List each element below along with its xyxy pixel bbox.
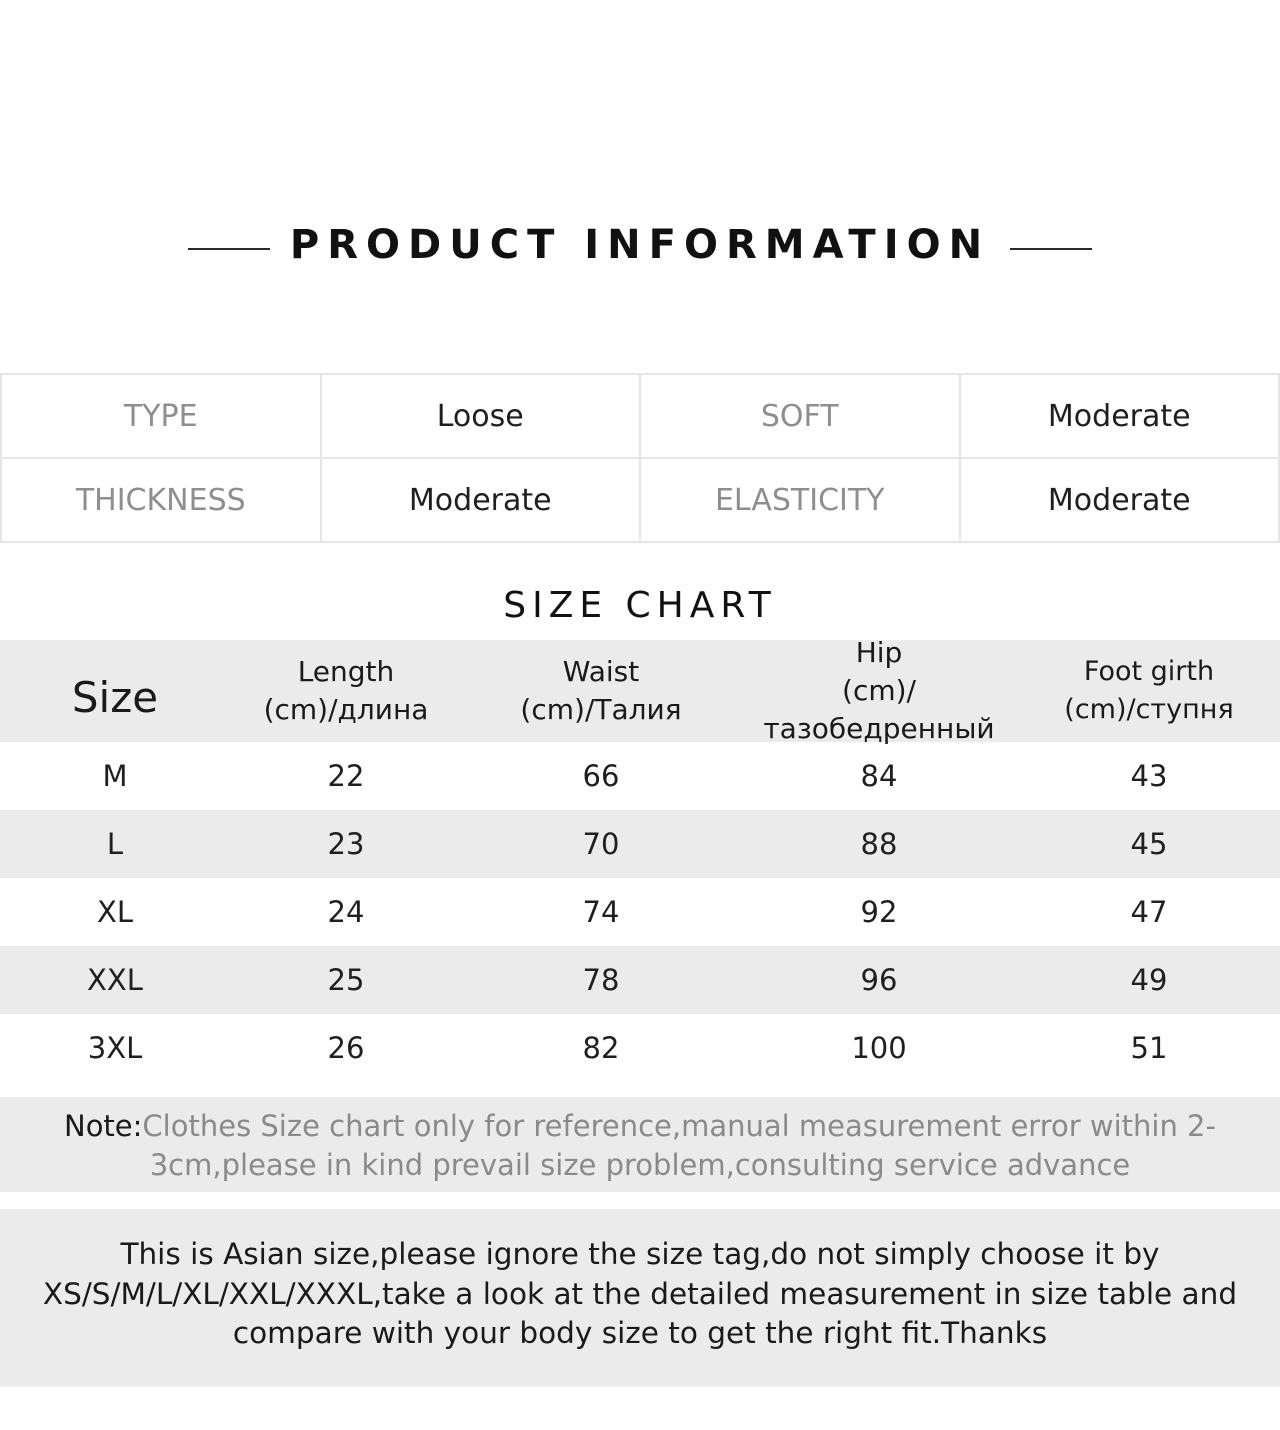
cell-size: L	[106, 827, 124, 861]
cell-waist: 74	[582, 895, 620, 929]
page-title: PRODUCT INFORMATION	[289, 222, 991, 268]
size-chart-title: SIZE CHART	[503, 585, 777, 626]
cell-length: 22	[327, 759, 365, 793]
header-length	[230, 653, 462, 729]
info-label-soft: SOFT	[640, 374, 960, 458]
size-chart-header-row	[0, 636, 1280, 745]
cell-waist: 82	[582, 1031, 620, 1065]
header-hip	[740, 634, 1018, 748]
cell-hip: 92	[860, 895, 898, 929]
header-waist	[462, 653, 740, 729]
info-label-elasticity: ELASTICITY	[640, 458, 960, 542]
table-row	[0, 1014, 1280, 1082]
cell-waist: 70	[582, 827, 620, 861]
header-length-title: Length	[297, 655, 395, 688]
cell-foot-girth: 47	[1130, 895, 1168, 929]
cell-length: 26	[327, 1031, 365, 1065]
header-foot-girth-title: Foot girth	[1083, 656, 1215, 687]
header-waist-unit: (cm)/Талия	[520, 693, 682, 726]
size-chart-table	[0, 636, 1280, 1082]
cell-waist: 78	[582, 963, 620, 997]
info-label-thickness: THICKNESS	[1, 458, 321, 542]
cell-hip: 100	[851, 1031, 907, 1065]
header-length-unit: (cm)/длина	[263, 693, 429, 726]
info-row	[1, 374, 1279, 458]
info-row	[1, 458, 1279, 542]
asian-size-notice: This is Asian size,please ignore the size tag,do not simply choose it by XS/S/M/L/XL/XXL/XXXL,take a look at the detailed measurement in size table and compare with your body size to get the right fit.Thanks	[0, 1209, 1280, 1387]
cell-foot-girth: 45	[1130, 827, 1168, 861]
info-value-soft: Moderate	[960, 374, 1280, 458]
header-foot-girth-unit: (cm)/ступня	[1064, 694, 1234, 725]
cell-foot-girth: 49	[1130, 963, 1168, 997]
table-row	[0, 742, 1280, 810]
cell-size: M	[102, 759, 128, 793]
table-row	[0, 878, 1280, 946]
table-row	[0, 946, 1280, 1014]
header-foot-girth	[1018, 653, 1280, 729]
cell-length: 25	[327, 963, 365, 997]
info-value-type: Loose	[321, 374, 641, 458]
cell-foot-girth: 51	[1130, 1031, 1168, 1065]
note-text: Clothes Size chart only for reference,manual measurement error within 2-3cm,please in kind prevail size problem,consulting service advance	[142, 1109, 1216, 1182]
cell-hip: 88	[860, 827, 898, 861]
cell-length: 24	[327, 895, 365, 929]
product-info-table	[0, 373, 1280, 543]
info-label-type: TYPE	[1, 374, 321, 458]
size-note	[0, 1097, 1280, 1192]
header-size: Size	[71, 672, 159, 722]
header-hip-title: Hip	[855, 636, 903, 669]
note-label: Note:	[64, 1109, 143, 1143]
header-rule-right	[1010, 248, 1092, 250]
cell-size: XL	[96, 895, 134, 929]
info-value-thickness: Moderate	[321, 458, 641, 542]
cell-waist: 66	[582, 759, 620, 793]
cell-hip: 84	[860, 759, 898, 793]
header-hip-unit: (cm)/тазобедренный	[763, 674, 995, 745]
cell-size: XXL	[87, 963, 143, 997]
cell-size: 3XL	[87, 1031, 143, 1065]
header-waist-title: Waist	[562, 655, 640, 688]
cell-hip: 96	[860, 963, 898, 997]
cell-length: 23	[327, 827, 365, 861]
cell-foot-girth: 43	[1130, 759, 1168, 793]
table-row	[0, 810, 1280, 878]
info-value-elasticity: Moderate	[960, 458, 1280, 542]
